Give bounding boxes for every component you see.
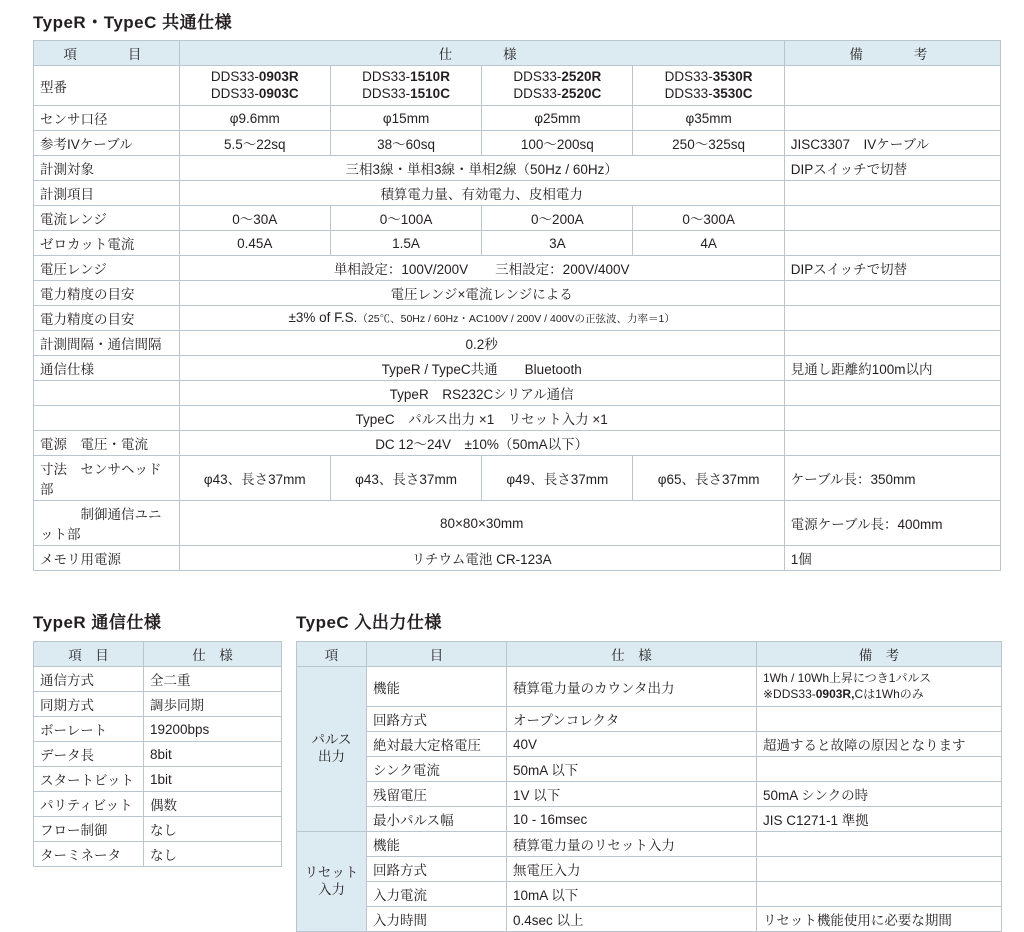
table-row	[34, 406, 1001, 431]
row-value: 1bit	[144, 767, 282, 792]
row-note: 50mA シンクの時	[757, 782, 1002, 807]
table-row	[34, 356, 1001, 381]
cell-model-3: DDS33-2520R DDS33-2520C	[482, 66, 633, 106]
cell-iv-cable-1: 5.5〜22sq	[179, 131, 330, 156]
cell-comm2-span: TypeR RS232Cシリアル通信	[179, 381, 784, 406]
cell-iv-cable-3: 100〜200sq	[482, 131, 633, 156]
row-note: 超過すると故障の原因となります	[757, 732, 1002, 757]
cell-items-note	[784, 181, 1000, 206]
row-label-voltage-range: 電圧レンジ	[34, 256, 180, 281]
cell-iv-cable-2: 38〜60sq	[330, 131, 481, 156]
table-header-row	[34, 41, 1001, 66]
row-label-items: 計測項目	[34, 181, 180, 206]
cell-memory-power-span: リチウム電池 CR-123A	[179, 546, 784, 571]
cell-items-span: 積算電力量、有効電力、皮相電力	[179, 181, 784, 206]
table-row	[34, 667, 282, 692]
row-value: オープンコレクタ	[507, 707, 757, 732]
row-value: 10mA 以下	[507, 882, 757, 907]
row-label: ターミネータ	[34, 842, 144, 867]
table-row	[34, 131, 1001, 156]
typer-spec-section	[33, 608, 281, 867]
cell-current-range-2: 0〜100A	[330, 206, 481, 231]
typec-spec-table	[296, 641, 1002, 932]
row-label-current-range: 電流レンジ	[34, 206, 180, 231]
cell-current-range-3: 0〜200A	[482, 206, 633, 231]
cell-power-accuracy-base-span: 電圧レンジ×電流レンジによる	[179, 281, 784, 306]
row-label-sensor-dia: センサ口径	[34, 106, 180, 131]
header-note: 備 考	[757, 642, 1002, 667]
header-note: 備 考	[784, 41, 1000, 66]
group-pulse-output: パルス 出力	[297, 667, 367, 832]
cell-current-range-note	[784, 206, 1000, 231]
table-row	[297, 807, 1002, 832]
cell-memory-power-note: 1個	[784, 546, 1000, 571]
cell-model-1: DDS33-0903R DDS33-0903C	[179, 66, 330, 106]
cell-zero-cut-3: 3A	[482, 231, 633, 256]
cell-voltage-range-note: DIPスイッチで切替	[784, 256, 1000, 281]
cell-voltage-range-span: 単相設定：100V/200V 三相設定：200V/400V	[179, 256, 784, 281]
table-row	[34, 181, 1001, 206]
table-row	[34, 106, 1001, 131]
table-row	[34, 842, 282, 867]
row-value: 積算電力量のカウンタ出力	[507, 667, 757, 707]
header-spec: 仕 様	[144, 642, 282, 667]
row-label-power-accuracy-base: 電力精度の目安	[34, 281, 180, 306]
cell-target-span: 三相3線・単相3線・単相2線（50Hz / 60Hz）	[179, 156, 784, 181]
row-label-power-accuracy: 電力精度の目安	[34, 306, 180, 331]
table-row	[297, 832, 1002, 857]
row-label: 通信方式	[34, 667, 144, 692]
cell-model-2: DDS33-1510R DDS33-1510C	[330, 66, 481, 106]
cell-model-note	[784, 66, 1000, 106]
cell-comm1-span: TypeR / TypeC共通 Bluetooth	[179, 356, 784, 381]
cell-sensor-dia-4: φ35mm	[633, 106, 784, 131]
row-label: 機能	[367, 667, 507, 707]
table-row	[297, 707, 1002, 732]
table-row	[34, 306, 1001, 331]
cell-dim-head-4: φ65、長さ37mm	[633, 456, 784, 501]
cell-current-range-1: 0〜30A	[179, 206, 330, 231]
cell-zero-cut-4: 4A	[633, 231, 784, 256]
table-row	[34, 742, 282, 767]
cell-dim-unit-note: 電源ケーブル長：400mm	[784, 501, 1000, 546]
cell-model-4: DDS33-3530R DDS33-3530C	[633, 66, 784, 106]
page-title: TypeR・TypeC 共通仕様	[33, 13, 233, 32]
row-note	[757, 857, 1002, 882]
row-note	[757, 832, 1002, 857]
row-value: なし	[144, 842, 282, 867]
table-row	[34, 381, 1001, 406]
row-label: シンク電流	[367, 757, 507, 782]
table-row	[297, 757, 1002, 782]
row-label-dim-unit: 制御通信ユニット部	[34, 501, 180, 546]
row-label-power: 電源 電圧・電流	[34, 431, 180, 456]
table-row	[34, 156, 1001, 181]
cell-comm3-span: TypeC パルス出力 ×1 リセット入力 ×1	[179, 406, 784, 431]
header-item: 項 目	[34, 642, 144, 667]
header-item: 項 目	[34, 41, 180, 66]
row-value: 0.4sec 以上	[507, 907, 757, 932]
cell-power-note	[784, 431, 1000, 456]
cell-interval-note	[784, 331, 1000, 356]
row-label-memory-power: メモリ用電源	[34, 546, 180, 571]
cell-sensor-dia-note	[784, 106, 1000, 131]
row-label: 残留電圧	[367, 782, 507, 807]
cell-sensor-dia-2: φ15mm	[330, 106, 481, 131]
row-label: フロー制御	[34, 817, 144, 842]
cell-dim-head-note: ケーブル長：350mm	[784, 456, 1000, 501]
cell-zero-cut-2: 1.5A	[330, 231, 481, 256]
table-row	[297, 907, 1002, 932]
cell-iv-cable-note: JISC3307 IVケーブル	[784, 131, 1000, 156]
cell-dim-head-3: φ49、長さ37mm	[482, 456, 633, 501]
row-note: JIS C1271-1 準拠	[757, 807, 1002, 832]
cell-target-note: DIPスイッチで切替	[784, 156, 1000, 181]
cell-power-accuracy-span: ±3% of F.S.（25℃、50Hz / 60Hz・AC100V / 200V / 400Vの正弦波、力率＝1）	[179, 306, 784, 331]
header-spec: 仕 様	[507, 642, 757, 667]
row-value: 8bit	[144, 742, 282, 767]
cell-iv-cable-4: 250〜325sq	[633, 131, 784, 156]
table-row	[297, 667, 1002, 707]
row-label-interval: 計測間隔・通信間隔	[34, 331, 180, 356]
row-note: リセット機能使用に必要な期間	[757, 907, 1002, 932]
row-label: 回路方式	[367, 707, 507, 732]
header-item: 目	[367, 642, 507, 667]
cell-power-accuracy-note	[784, 306, 1000, 331]
table-row	[34, 767, 282, 792]
cell-comm2-note	[784, 381, 1000, 406]
cell-interval-span: 0.2秒	[179, 331, 784, 356]
table-row	[34, 231, 1001, 256]
cell-power-span: DC 12〜24V ±10%（50mA以下）	[179, 431, 784, 456]
row-label-target: 計測対象	[34, 156, 180, 181]
group-reset-input: リセット 入力	[297, 832, 367, 932]
header-group: 項	[297, 642, 367, 667]
table-row	[34, 717, 282, 742]
row-label-dim-head: 寸法 センサヘッド部	[34, 456, 180, 501]
table-row	[34, 501, 1001, 546]
row-value: 積算電力量のリセット入力	[507, 832, 757, 857]
table-row	[34, 792, 282, 817]
row-value: 全二重	[144, 667, 282, 692]
row-note: 1Wh / 10Wh上昇につき1パルス ※DDS33-0903R,Cは1Whのみ	[757, 667, 1002, 707]
row-label: 絶対最大定格電圧	[367, 732, 507, 757]
cell-comm1-note: 見通し距離約100m以内	[784, 356, 1000, 381]
table-row	[34, 546, 1001, 571]
row-value: 偶数	[144, 792, 282, 817]
row-value: なし	[144, 817, 282, 842]
table-row	[34, 431, 1001, 456]
row-value: 50mA 以下	[507, 757, 757, 782]
table-row	[297, 732, 1002, 757]
row-label: 同期方式	[34, 692, 144, 717]
row-label-comm: 通信仕様	[34, 356, 180, 381]
row-label: 回路方式	[367, 857, 507, 882]
table-row	[297, 857, 1002, 882]
table-header-row	[34, 642, 282, 667]
table-row	[34, 206, 1001, 231]
row-note	[757, 757, 1002, 782]
row-label: 入力時間	[367, 907, 507, 932]
row-label-zero-cut: ゼロカット電流	[34, 231, 180, 256]
cell-zero-cut-note	[784, 231, 1000, 256]
row-label: パリティビット	[34, 792, 144, 817]
table-row	[34, 331, 1001, 356]
row-value: 19200bps	[144, 717, 282, 742]
cell-dim-unit-span: 80×80×30mm	[179, 501, 784, 546]
row-label: 機能	[367, 832, 507, 857]
row-label-iv-cable: 参考IVケーブル	[34, 131, 180, 156]
typec-title: TypeC 入出力仕様	[296, 613, 442, 632]
row-value: 1V 以下	[507, 782, 757, 807]
common-spec-section	[33, 8, 1001, 571]
table-row	[34, 692, 282, 717]
row-value: 調歩同期	[144, 692, 282, 717]
row-value: 10 - 16msec	[507, 807, 757, 832]
typec-spec-section	[296, 608, 1001, 932]
typer-title: TypeR 通信仕様	[33, 613, 162, 632]
cell-current-range-4: 0〜300A	[633, 206, 784, 231]
table-header-row	[297, 642, 1002, 667]
row-label-comm3	[34, 406, 180, 431]
typer-spec-table	[33, 641, 282, 867]
common-spec-table	[33, 40, 1001, 571]
cell-power-accuracy-base-note	[784, 281, 1000, 306]
table-row	[297, 882, 1002, 907]
table-row	[34, 281, 1001, 306]
cell-dim-head-2: φ43、長さ37mm	[330, 456, 481, 501]
row-label: スタートビット	[34, 767, 144, 792]
row-label: 最小パルス幅	[367, 807, 507, 832]
cell-zero-cut-1: 0.45A	[179, 231, 330, 256]
row-note	[757, 882, 1002, 907]
table-row	[34, 256, 1001, 281]
cell-comm3-note	[784, 406, 1000, 431]
table-row	[297, 782, 1002, 807]
row-label: 入力電流	[367, 882, 507, 907]
row-value: 無電圧入力	[507, 857, 757, 882]
header-spec: 仕 様	[179, 41, 784, 66]
cell-sensor-dia-1: φ9.6mm	[179, 106, 330, 131]
row-label: データ長	[34, 742, 144, 767]
table-row	[34, 66, 1001, 106]
table-row	[34, 456, 1001, 501]
cell-sensor-dia-3: φ25mm	[482, 106, 633, 131]
cell-dim-head-1: φ43、長さ37mm	[179, 456, 330, 501]
row-label-model: 型番	[34, 66, 180, 106]
row-label: ボーレート	[34, 717, 144, 742]
row-value: 40V	[507, 732, 757, 757]
row-note	[757, 707, 1002, 732]
table-row	[34, 817, 282, 842]
row-label-comm2	[34, 381, 180, 406]
